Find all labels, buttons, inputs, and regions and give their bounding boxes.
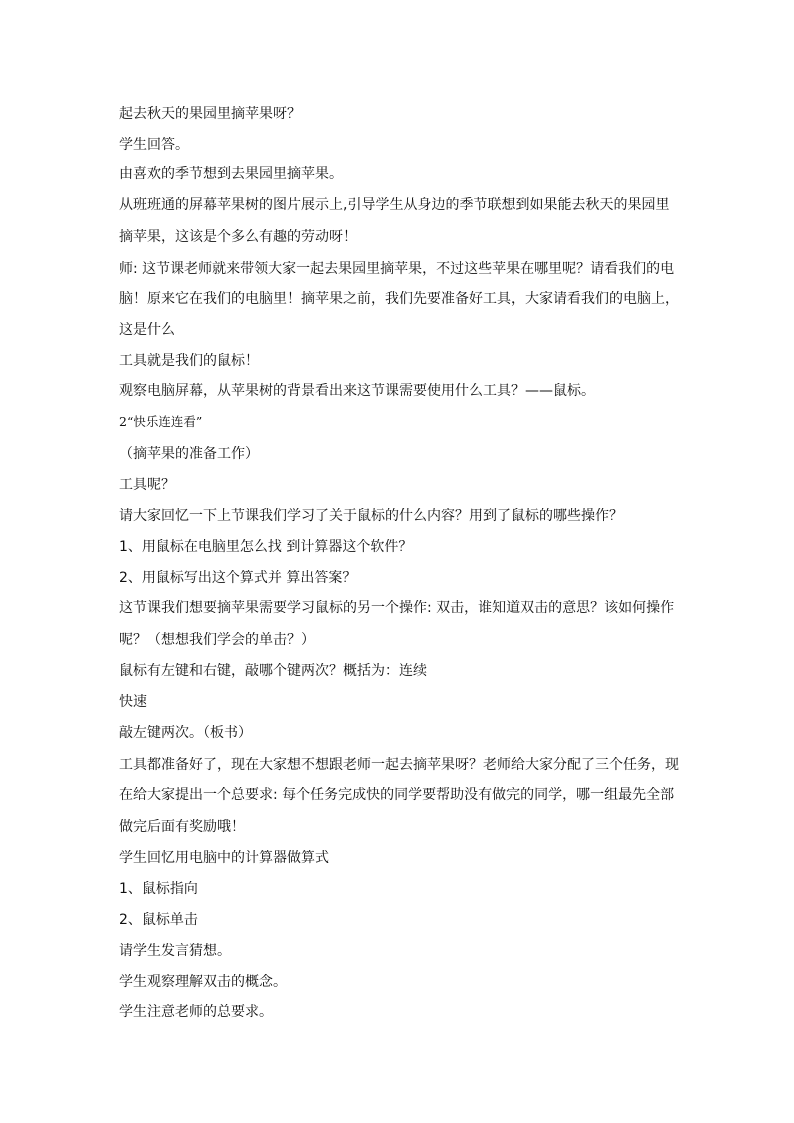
- text-line: 脑！原来它在我们的电脑里！摘苹果之前，我们先要准备好工具，大家请看我们的电脑上，: [119, 291, 679, 307]
- text-line: 观察电脑屏幕，从苹果树的背景看出来这节课需要使用什么工具？——鼠标。: [119, 383, 595, 399]
- text-line: 1、用鼠标在电脑里怎么找 到计算器这个软件？: [119, 539, 413, 555]
- text-line: 学生注意老师的总要求。: [119, 1004, 273, 1020]
- text-line: 请学生发言猜想。: [119, 943, 231, 959]
- text-line: 工具就是我们的鼠标！: [119, 353, 259, 369]
- text-line: 敲左键两次。（板书）: [119, 725, 252, 741]
- text-line: 师: 这节课老师就来带领大家一起去果园里摘苹果，不过这些苹果在哪里呢？请看我们的电: [119, 261, 675, 277]
- text-line: 这是什么: [119, 322, 175, 338]
- text-line: 呢？（想想我们学会的单击？）: [119, 632, 315, 648]
- text-line: 鼠标有左键和右键，敲哪个键两次？概括为：连续: [119, 663, 427, 679]
- text-line: 在给大家提出一个总要求: 每个任务完成快的同学要帮助没有做完的同学，哪一组最先全部: [119, 787, 675, 803]
- text-line: 请大家回忆一下上节课我们学习了关于鼠标的什么内容？用到了鼠标的哪些操作？: [119, 508, 623, 524]
- text-line: （摘苹果的准备工作）: [119, 446, 259, 462]
- text-line: 学生回答。: [119, 137, 189, 153]
- text-line: 工具呢？: [119, 477, 175, 493]
- text-line: 这节课我们想要摘苹果需要学习鼠标的另一个操作: 双击，谁知道双击的意思？该如何操作: [119, 600, 675, 616]
- text-line: 摘苹果，这该是个多么有趣的劳动呀！: [119, 229, 357, 245]
- text-line: 2、用鼠标写出这个算式并 算出答案？: [119, 570, 357, 586]
- text-line: 2、鼠标单击: [119, 912, 198, 928]
- text-line: 从班班通的屏幕苹果树的图片展示上,引导学生从身边的季节联想到如果能去秋天的果园里: [119, 197, 670, 213]
- text-line: 学生观察理解双击的概念。: [119, 974, 287, 990]
- text-line: 起去秋天的果园里摘苹果呀？: [119, 106, 301, 122]
- text-line: 2“快乐连连看”: [119, 414, 203, 429]
- text-line: 由喜欢的季节想到去果园里摘苹果。: [119, 166, 343, 182]
- text-line: 工具都准备好了，现在大家想不想跟老师一起去摘苹果呀？老师给大家分配了三个任务，现: [119, 757, 679, 773]
- text-line: 1、鼠标指向: [119, 881, 198, 897]
- text-line: 做完后面有奖励哦！: [119, 819, 245, 835]
- text-line: 快速: [119, 694, 147, 710]
- text-line: 学生回忆用电脑中的计算器做算式: [119, 850, 329, 866]
